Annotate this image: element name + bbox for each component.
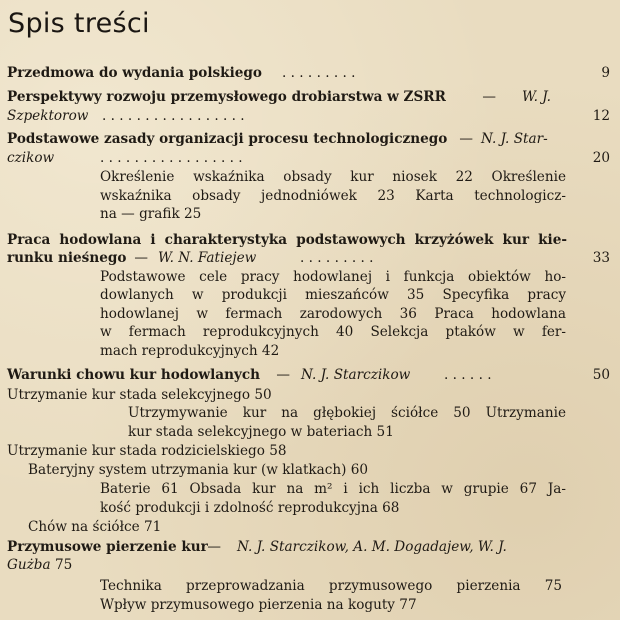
dash: — (130, 250, 153, 266)
entry-author: W. N. Fatiejew (158, 250, 257, 266)
leader-dots: . . . . . . (444, 367, 492, 383)
entry-title: Perspektywy rozwoju przemysłowego drobiarstwa w ZSRR (7, 89, 446, 105)
entry-author: N. J. Starczikow (301, 367, 411, 383)
entry-title: Przedmowa do wydania polskiego (7, 65, 262, 81)
entry-title: Warunki chowu kur hodowlanych (7, 367, 261, 383)
entry-title: Praca hodowlana i charakterystyka podstawowych krzyżówek kur kie- (7, 232, 567, 248)
entry-title: Podstawowe zasady organizacji procesu technologicznego (7, 131, 448, 147)
entry-author: Gużba (7, 557, 51, 573)
leader-dots: . . . . . . . . . (282, 65, 356, 81)
page-number: 33 (592, 250, 610, 266)
entry-title: Przymusowe pierzenie kur (7, 539, 208, 555)
page-number: 50 (592, 367, 610, 383)
toc-page: Spis treści Przedmowa do wydania polskiego . . . . . . . . . 9 Perspektywy rozwoju przemysłowego drobiarstwa w ZSRR — W. J. Szpektorow . . . . . . . . . . . . . . . . . 12 Podstawowe zasady organizacji procesu technologicznego — N. J. Star- czikow . . . . . . . . . . . . . . . . . 20 Określenie wskaźnika obsady kur niosek 22 Określenie wskaźnika obsady jednodniówek 23 Karta technologicz- na — grafik 25 Praca hodowlana i charakterystyka podstawowych krzyżówek kur kie- runku nieśnego — W. N. Fatiejew . . . . . . . . . 33 Podstawowe cele pracy hodowlanej i funkcja obiektów ho- dowlanych w produkcji mieszańców 35 Specyfika pracy hodowlanej w fermach zarodowych 36 Praca hodowlana w fermach reprodukcyjnych 40 Selekcja ptaków w fer- mach reprodukcyjnych 42 Warunki chowu kur hodowlanych — N. J. Starczikow . . . . . . 50 Utrzymanie kur stada selekcyjnego 50 Utrzymywanie kur na głębokiej ściółce 50 Utrzymanie kur stada selekcyjnego w bateriach 51 Utrzymanie kur stada rodzicielskiego 58 Bateryjny system utrzymania kur (w klatkach) 60 Baterie 61 Obsada kur na m² i ich liczba w grupie 67 Ja- kość produkcji i zdolność reprodukcyjna 68 Chów na ściółce 71 Przymusowe pierzenie kur — N. J. Starczikow, A. M. Dogadajew, W. J. Gużba 75 Technika przeprowadzania przymusowego pierzenia 75 Wpływ przymusowego pierzenia na koguty 77 (7, 8, 610, 613)
entry-author: N. J. Star- (481, 131, 548, 147)
page-number: 9 (601, 65, 610, 81)
leader-dots: . . . . . . . . . (300, 250, 374, 266)
entry-author: N. J. Starczikow, A. M. Dogadajew, W. J. (237, 539, 507, 555)
dash: — (272, 367, 295, 383)
dash: — (455, 131, 478, 147)
leader-dots: . . . . . . . . . . . . . . . . . (102, 108, 245, 124)
leader-dots: . . . . . . . . . . . . . . . . . (100, 150, 243, 166)
entry-author: czikow (7, 150, 55, 166)
page-title: Spis treści (8, 8, 150, 39)
entry-author: W. J. (522, 89, 551, 105)
page-number: 75 (55, 557, 73, 573)
page-number: 20 (592, 150, 610, 166)
entry-author: Szpektorow (7, 108, 89, 124)
dash: — (203, 539, 226, 555)
entry-title: runku nieśnego (7, 250, 127, 266)
page-number: 12 (592, 108, 610, 124)
dash: — (478, 89, 501, 105)
